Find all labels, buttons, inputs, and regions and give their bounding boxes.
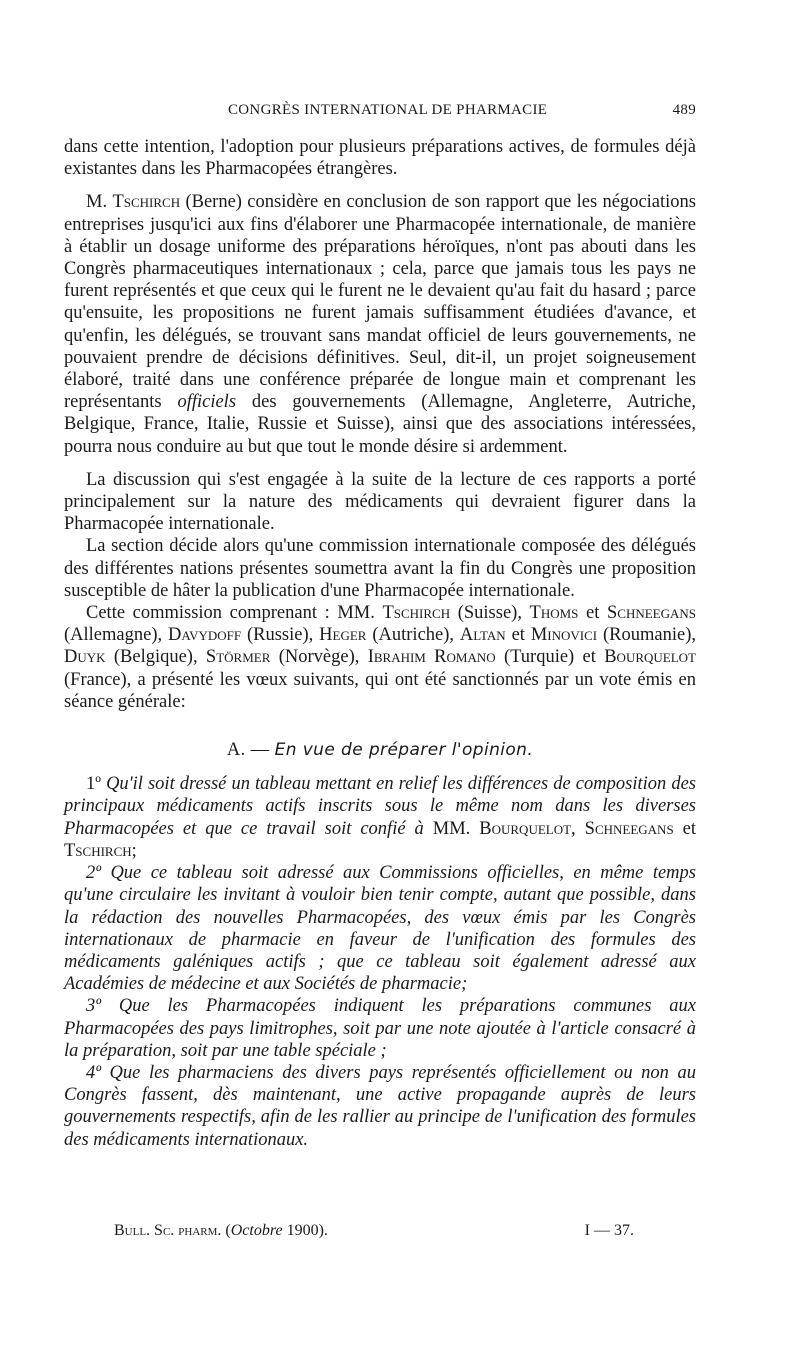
member-name: Schneegans (606, 603, 696, 624)
p5-text: (Allemagne), (64, 625, 168, 646)
member-name: Bourquelot (604, 647, 696, 668)
member-name: Störmer (205, 647, 271, 668)
section-heading (64, 739, 696, 761)
wish-text-roman: MM. (423, 818, 480, 839)
journal-name: Bull. Sc. pharm. (114, 1222, 222, 1239)
p5-text: (Suisse), (450, 603, 530, 624)
member-name: Minovici (530, 625, 598, 646)
wish-4: 4º Que les pharmaciens des divers pays représentés officiellement ou non au Congrès fassent, dès maintenant, une active propagande auprès de leurs gouvernements respectifs, afin de les rallier au principe de l'unification des formules des médicaments internationaux. (64, 1062, 696, 1150)
journal-citation (114, 1222, 328, 1240)
member-name: Bourquelot (479, 818, 572, 839)
member-name: Tschirch (382, 603, 451, 624)
p5-text: (France), a présenté les vœux suivants, qui ont été sanctionnés par un vote émis en séance générale: (64, 669, 696, 712)
member-name: Altan (459, 625, 506, 646)
page-header (112, 102, 696, 124)
p2-text-a: (Berne) considère en conclusion de son rapport que les négociations entreprises jusqu'ici aux fins d'élaborer une Pharmacopée internationale, de manière à établir un dosage uniforme des préparations héroïques, n'ont pas abouti dans les Congrès pharmaceutiques internationaux ; cela, parce que jamais tous les pays ne furent représentés et que ceux qui le furent ne le devaient qu'au fait du hasard ; parce qu'ensuite, les propositions ne furent jamais suffisamment étudiées d'avance, et qu'enfin, les délégués, se trouvant sans mandat officiel de leurs gouvernements, ne pouvaient prendre de décisions définitives. Seul, dit-il, un projet soigneusement élaboré, traité dans une conférence préparée de longue main et comprenant les représentants (64, 192, 696, 413)
paragraph-1: dans cette intention, l'adoption pour plusieurs préparations actives, de formules déjà existantes dans les Pharmacopées étrangères. (64, 137, 696, 180)
p5-text: (Turquie) et (495, 647, 605, 668)
member-name: Thoms (529, 603, 579, 624)
running-title: CONGRÈS INTERNATIONAL DE PHARMACIE (228, 102, 548, 118)
paragraph-4: La section décide alors qu'une commission internationale composée des délégués des différentes nations présentes soumettra avant la fin du Congrès une proposition susceptible de hâter la publication d'une Pharmacopée internationale. (64, 536, 696, 601)
issue-year: 1900). (282, 1222, 328, 1239)
issue-month: Octobre (230, 1222, 283, 1239)
paragraph-2 (64, 191, 696, 457)
page-number: 489 (672, 102, 696, 118)
p5-text: (Belgique), (105, 647, 206, 668)
p2-text-b: des gouvernements (Allemagne, Angleterre, Autriche, Belgique, France, Italie, Russie et Suisse), ainsi que des associations intéressées, pourra nous conduire au but que tout le monde désire si ardemment. (64, 392, 696, 457)
wish-text-roman: , (571, 818, 585, 839)
wish-text: Qu'il soit dressé un tableau mettant en relief les différences de composition des principaux médicaments actifs inscrits sous le même nom dans les diverses Pharmacopées et que ce travail soit confié à (64, 774, 696, 839)
p5-text: et (505, 625, 531, 646)
wish-1 (64, 773, 696, 862)
p5-text: (Autriche), (366, 625, 460, 646)
author-name: Tschirch (112, 192, 181, 213)
sheet-signature: I — 37. (584, 1222, 634, 1239)
p5-text: Cette commission comprenant : MM. (86, 603, 383, 624)
wish-3: 3º Que les Pharmacopées indiquent les préparations communes aux Pharmacopées des pays limitrophes, soit par une note ajoutée à l'article consacré à la préparation, soit par une table spéciale ; (64, 996, 696, 1061)
member-name: Heger (319, 625, 367, 646)
p2-lead: M. (86, 192, 108, 213)
p5-text: (Norvège), (270, 647, 368, 668)
date-open: ( (221, 1222, 231, 1239)
page-body (64, 136, 696, 1151)
member-name: Ibrahim Romano (367, 647, 496, 668)
wish-number: 1º (86, 774, 107, 795)
paragraph-5 (64, 602, 696, 713)
p5-text: (Roumanie), (597, 625, 696, 646)
page-footer (114, 1222, 634, 1244)
wish-2: 2º Que ce tableau soit adressé aux Commissions officielles, en même temps qu'une circulaire les invitant à vouloir bien tenir compte, autant que possible, dans la rédaction des nouvelles Pharmacopées, des vœux émis par les Congrès internationaux de pharmacie en faveur de l'unification des formules des médicaments galéniques actifs ; que ce tableau soit également adressé aux Académies de médecine et aux Sociétés de pharmacie; (64, 863, 696, 995)
member-name: Davydoff (168, 625, 242, 646)
section-label: A. — (226, 740, 275, 761)
wish-text-roman: et (673, 818, 696, 839)
paragraph-3: La discussion qui s'est engagée à la suite de la lecture de ces rapports a porté principalement sur la nature des médicaments qui devraient figurer dans la Pharmacopée internationale. (64, 469, 696, 535)
p5-text: et (578, 603, 607, 624)
member-name: Tschirch (64, 840, 132, 861)
member-name: Duyk (64, 647, 106, 668)
wish-text-roman: ; (131, 840, 137, 861)
p2-emphasis: officiels (177, 392, 237, 413)
section-title-text: En vue de préparer l'opinion. (274, 740, 534, 761)
member-name: Schneegans (584, 818, 674, 839)
p5-text: (Russie), (241, 625, 320, 646)
